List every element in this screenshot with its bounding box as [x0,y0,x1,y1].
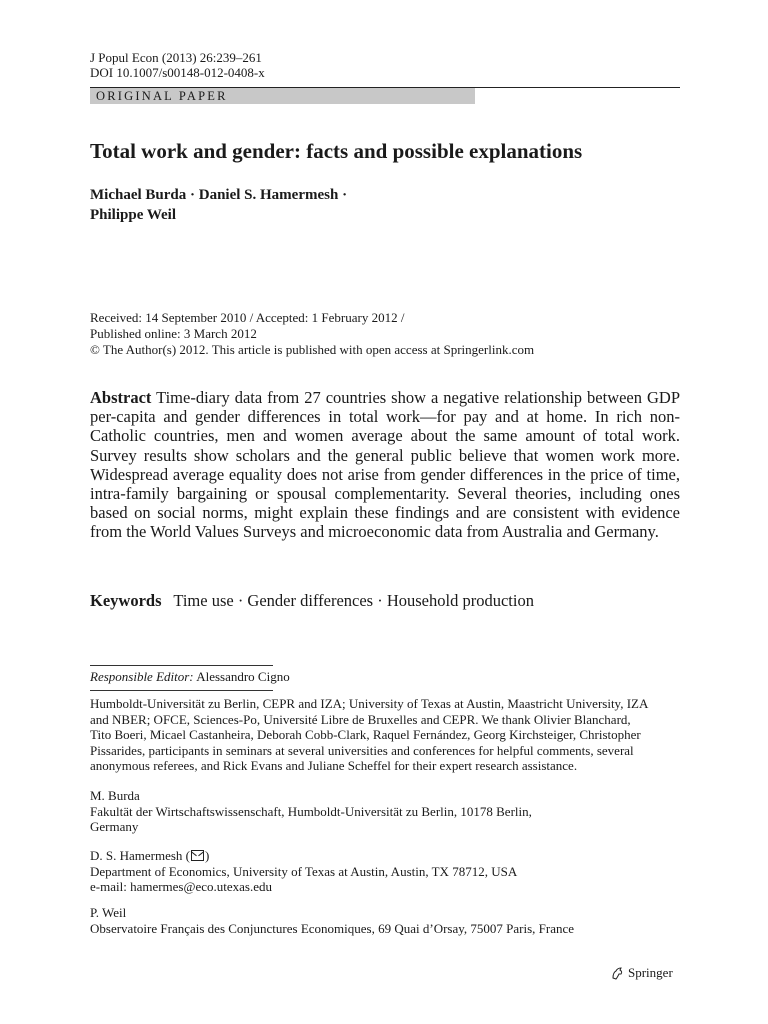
journal-citation [90,50,265,80]
weil-name: P. Weil [90,905,127,920]
editor-name: Alessandro Cigno [196,669,290,684]
abstract [90,388,680,542]
copyright-line: © The Author(s) 2012. This article is published with open access at Springerlink.com [90,342,535,357]
hamermesh-name-line [90,848,517,864]
authors-line-2: Philippe Weil [90,207,176,223]
hamermesh-name-end: ) [205,848,210,863]
keywords [90,591,534,611]
journal-line: J Popul Econ (2013) 26:239–261 [90,50,262,65]
hamermesh-email[interactable]: e-mail: hamermes@eco.utexas.edu [90,879,272,895]
address-burda [90,788,532,835]
footnote-rule-2 [90,690,273,691]
burda-name: M. Burda [90,788,140,803]
hamermesh-name: D. S. Hamermesh ( [90,848,191,863]
paper-type-label: ORIGINAL PAPER [96,89,228,103]
publisher-logo [610,965,673,981]
received-accepted-line: Received: 14 September 2010 / Accepted: 1 February 2012 / [90,310,405,325]
footnote-rule [90,665,273,666]
affiliations-acknowledgements: Humboldt-Universität zu Berlin, CEPR and IZA; University of Texas at Austin, Maastricht University, IZA and NBER; OFCE, Sciences-Po, Université Libre de Bruxelles and CEPR. We thank Olivier Blanchard, Tito Boeri, Micael Castanheira, Deborah Cobb-Clark, Raquel Fernández, Georg Kirchsteiger, Christopher Pissarides, participants in seminars at several universities and conferences for helpful comments, several anonymous referees, and Rick Evans and Juliane Scheffel for their expert research assistance. [90,696,648,774]
address-weil [90,905,574,936]
authors-line-1: Michael Burda · Daniel S. Hamermesh · [90,187,348,203]
burda-address-1: Fakultät der Wirtschaftswissenschaft, Humboldt-Universität zu Berlin, 10178 Berlin, [90,803,532,819]
publisher-name: Springer [628,965,673,980]
hamermesh-address: Department of Economics, University of Texas at Austin, Austin, TX 78712, USA [90,863,518,879]
envelope-icon [191,850,204,861]
springer-horse-icon [610,966,624,980]
responsible-editor [90,669,290,685]
keywords-text: Time use · Gender differences · Household production [173,591,534,610]
publication-dates [90,310,534,358]
paper-title: Total work and gender: facts and possible explanations [90,139,583,163]
editor-label: Responsible Editor: [90,669,194,684]
burda-address-2: Germany [90,819,139,835]
author-list [90,185,347,225]
abstract-label: Abstract [90,388,152,407]
keywords-label: Keywords [90,591,162,610]
weil-address: Observatoire Français des Conjunctures Economiques, 69 Quai d’Orsay, 75007 Paris, France [90,920,575,936]
address-hamermesh [90,848,517,895]
published-line: Published online: 3 March 2012 [90,326,257,341]
doi-line: DOI 10.1007/s00148-012-0408-x [90,65,265,80]
abstract-text: Time-diary data from 27 countries show a negative relationship between GDP per-capita and gender differences in total work—for pay and at home. In rich non-Catholic countries, men and women average about the same amount of total work. Survey results show scholars and the general public believe that women work more. Widespread average equality does not arise from gender differences in the price of time, intra-family bargaining or spousal complementarity. Several theories, including ones based on social norms, might explain these findings and are consistent with evidence from the World Values Surveys and microeconomic data from Australia and Germany. [90,388,680,542]
